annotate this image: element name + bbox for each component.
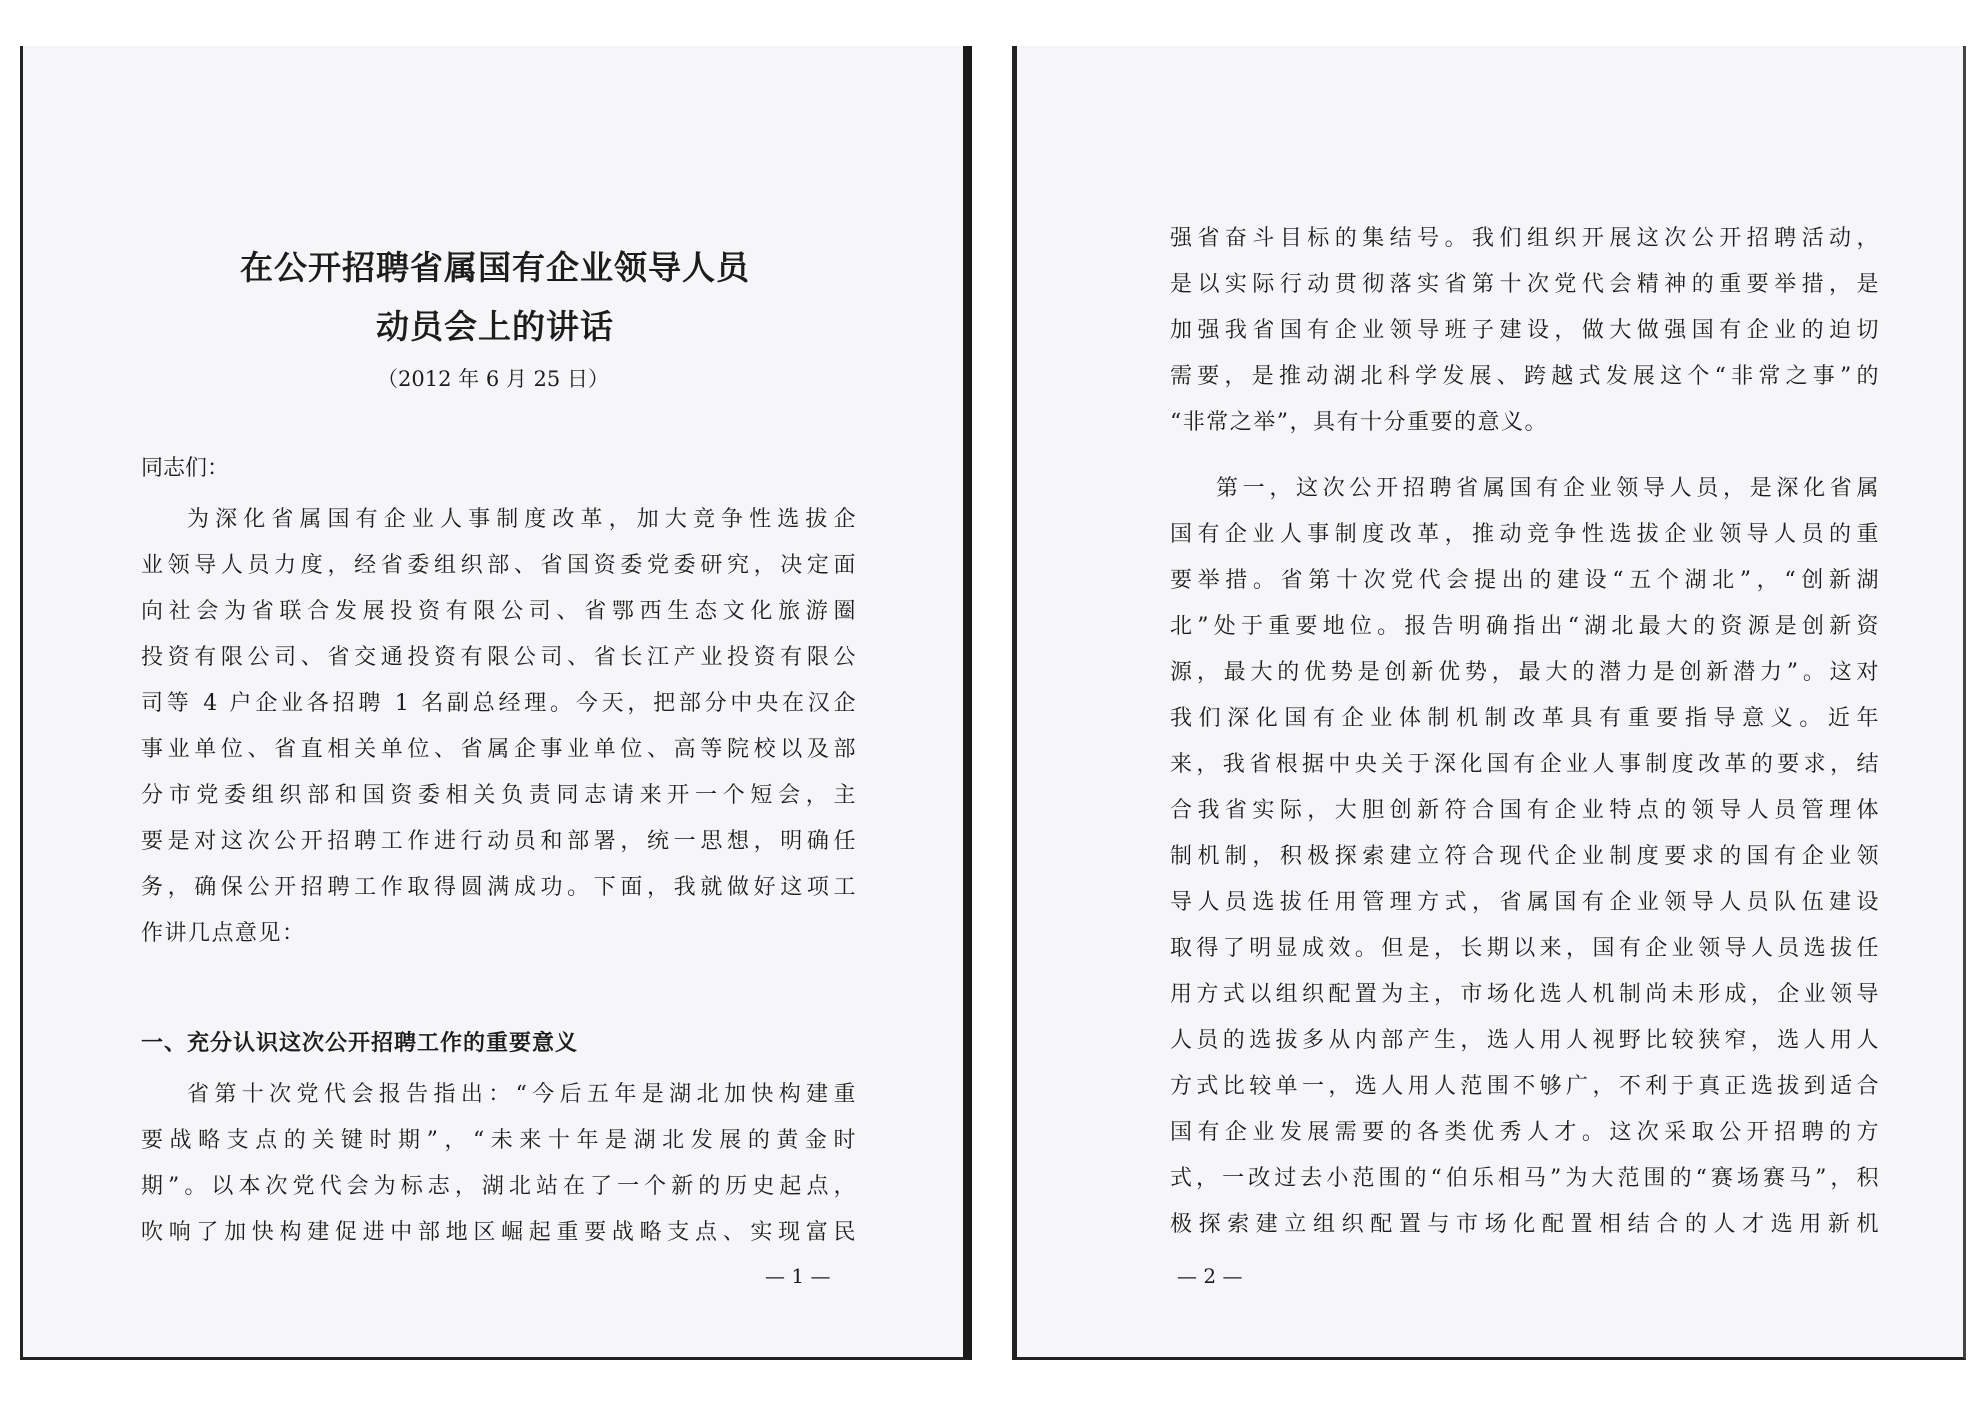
text-line: 我们深化国有企业体制机制改革具有重要指导意义。近年 <box>1170 706 1880 731</box>
document-page-2 <box>1012 46 1966 1360</box>
text-line: 司等 4 户企业各招聘 1 名副总经理。今天，把部分中央在汉企 <box>141 691 857 716</box>
text-line: 方式比较单一，选人用人范围不够广，不利于真正选拔到适合 <box>1170 1074 1880 1099</box>
speech-title-line-2: 动员会上的讲话 <box>376 307 614 346</box>
text-line: 向社会为省联合发展投资有限公司、省鄂西生态文化旅游圈 <box>141 599 857 624</box>
text-line: 加强我省国有企业领导班子建设，做大做强国有企业的迫切 <box>1170 318 1880 343</box>
text-line: 北”处于重要地位。报告明确指出“湖北最大的资源是创新资 <box>1170 614 1880 639</box>
text-line: 吹响了加快构建促进中部地区崛起重要战略支点、实现富民 <box>141 1220 857 1245</box>
text-line: 用方式以组织配置为主，市场化选人机制尚未形成，企业领导 <box>1170 982 1880 1007</box>
text-line: 要是对这次公开招聘工作进行动员和部署，统一思想，明确任 <box>141 829 857 854</box>
text-line: 分市党委组织部和国资委相关负责同志请来开一个短会，主 <box>141 783 857 808</box>
text-line: 是以实际行动贯彻落实省第十次党代会精神的重要举措，是 <box>1170 272 1880 297</box>
text-line: 人员的选拔多从内部产生，选人用人视野比较狭窄，选人用人 <box>1170 1028 1880 1053</box>
speech-date: （2012 年 6 月 25 日） <box>377 367 609 391</box>
text-line: 作讲几点意见： <box>141 921 306 946</box>
speech-title-line-1: 在公开招聘省属国有企业领导人员 <box>240 248 750 287</box>
text-line: 期”。以本次党代会为标志，湖北站在了一个新的历史起点， <box>141 1174 857 1199</box>
section-heading-1: 一、充分认识这次公开招聘工作的重要意义 <box>141 1030 579 1056</box>
text-line: 要战略支点的关键时期”，“未来十年是湖北发展的黄金时 <box>141 1128 857 1153</box>
text-line: 合我省实际，大胆创新符合国有企业特点的领导人员管理体 <box>1170 798 1880 823</box>
text-line: 导人员选拔任用管理方式，省属国有企业领导人员队伍建设 <box>1170 890 1880 915</box>
paragraph-point-1 <box>1170 466 1880 1248</box>
text-line: 国有企业人事制度改革，推动竞争性选拔企业领导人员的重 <box>1170 522 1880 547</box>
text-line: 取得了明显成效。但是，长期以来，国有企业领导人员选拔任 <box>1170 936 1880 961</box>
text-line: 事业单位、省直相关单位、省属企事业单位、高等院校以及部 <box>141 737 857 762</box>
paragraph-continued <box>1170 216 1880 446</box>
text-line: 业领导人员力度，经省委组织部、省国资委党委研究，决定面 <box>141 553 857 578</box>
text-line: 式，一改过去小范围的“伯乐相马”为大范围的“赛场赛马”，积 <box>1170 1166 1880 1191</box>
document-page-1 <box>20 46 972 1360</box>
text-line: 来，我省根据中央关于深化国有企业人事制度改革的要求，结 <box>1170 752 1880 777</box>
paragraph-intro <box>141 497 857 957</box>
paragraph-section-1 <box>141 1072 857 1256</box>
text-line: 务，确保公开招聘工作取得圆满成功。下面，我就做好这项工 <box>141 875 857 900</box>
text-line: 极探索建立组织配置与市场化配置相结合的人才选用新机 <box>1170 1212 1880 1237</box>
text-line: 投资有限公司、省交通投资有限公司、省长江产业投资有限公 <box>141 645 857 670</box>
text-line: 制机制，积极探索建立符合现代企业制度要求的国有企业领 <box>1170 844 1880 869</box>
salutation: 同志们： <box>141 456 230 481</box>
text-line: 源，最大的优势是创新优势，最大的潜力是创新潜力”。这对 <box>1170 660 1880 685</box>
text-line: 省第十次党代会报告指出：“今后五年是湖北加快构建重 <box>187 1082 857 1107</box>
text-line: “非常之举”，具有十分重要的意义。 <box>1170 410 1548 435</box>
page-number: — 1 — <box>765 1264 831 1288</box>
text-line: 需要，是推动湖北科学发展、跨越式发展这个“非常之事”的 <box>1170 364 1880 389</box>
text-line: 为深化省属国有企业人事制度改革，加大竞争性选拔企 <box>187 507 857 532</box>
page-number: — 2 — <box>1177 1264 1243 1288</box>
text-line: 第一，这次公开招聘省属国有企业领导人员，是深化省属 <box>1216 476 1880 501</box>
text-line: 国有企业发展需要的各类优秀人才。这次采取公开招聘的方 <box>1170 1120 1880 1145</box>
text-line: 强省奋斗目标的集结号。我们组织开展这次公开招聘活动， <box>1170 226 1880 251</box>
text-line: 要举措。省第十次党代会提出的建设“五个湖北”，“创新湖 <box>1170 568 1880 593</box>
